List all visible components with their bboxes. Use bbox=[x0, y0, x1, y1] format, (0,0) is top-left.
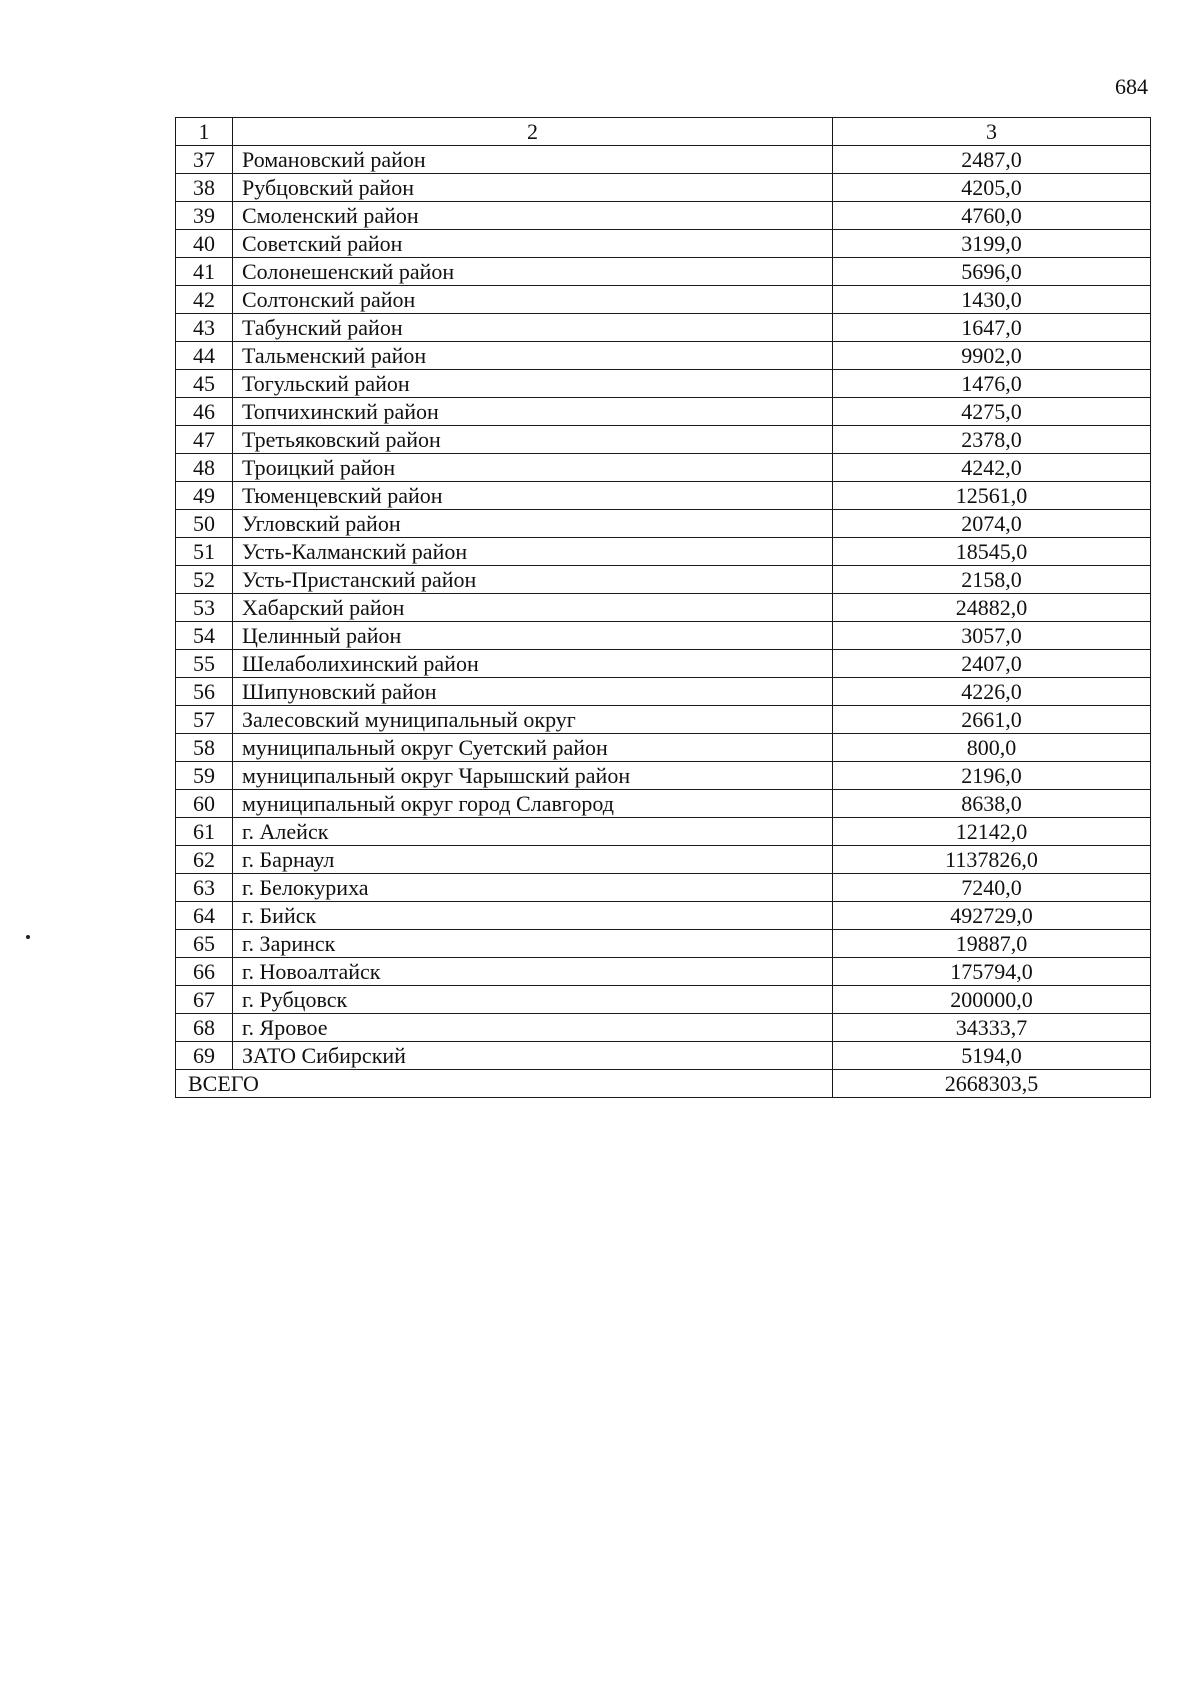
row-number: 54 bbox=[176, 622, 233, 650]
amount-value: 2158,0 bbox=[833, 566, 1151, 594]
row-number: 63 bbox=[176, 874, 233, 902]
row-number: 66 bbox=[176, 958, 233, 986]
amount-value: 5194,0 bbox=[833, 1042, 1151, 1070]
amount-value: 34333,7 bbox=[833, 1014, 1151, 1042]
table-row bbox=[176, 958, 1151, 986]
municipality-name: г. Яровое bbox=[233, 1014, 833, 1042]
amount-value: 9902,0 bbox=[833, 342, 1151, 370]
amount-value: 2196,0 bbox=[833, 762, 1151, 790]
row-number: 43 bbox=[176, 314, 233, 342]
municipality-name: Советский район bbox=[233, 230, 833, 258]
amount-value: 4226,0 bbox=[833, 678, 1151, 706]
table-row bbox=[176, 398, 1151, 426]
table-row bbox=[176, 818, 1151, 846]
table-row bbox=[176, 510, 1151, 538]
municipality-name: г. Рубцовск bbox=[233, 986, 833, 1014]
row-number: 57 bbox=[176, 706, 233, 734]
table-row bbox=[176, 622, 1151, 650]
table-row bbox=[176, 286, 1151, 314]
amount-value: 8638,0 bbox=[833, 790, 1151, 818]
row-number: 44 bbox=[176, 342, 233, 370]
row-number: 37 bbox=[176, 146, 233, 174]
municipality-name: Усть-Калманский район bbox=[233, 538, 833, 566]
table-header-row bbox=[176, 118, 1151, 146]
table-row bbox=[176, 706, 1151, 734]
municipality-name: Солтонский район bbox=[233, 286, 833, 314]
total-value: 2668303,5 bbox=[833, 1070, 1151, 1098]
row-number: 60 bbox=[176, 790, 233, 818]
municipality-name: г. Барнаул bbox=[233, 846, 833, 874]
page-number: 684 bbox=[1115, 74, 1148, 99]
row-number: 38 bbox=[176, 174, 233, 202]
municipality-name: Тальменский район bbox=[233, 342, 833, 370]
table-row bbox=[176, 370, 1151, 398]
amount-value: 2407,0 bbox=[833, 650, 1151, 678]
municipality-name: Тюменцевский район bbox=[233, 482, 833, 510]
amount-value: 12561,0 bbox=[833, 482, 1151, 510]
row-number: 39 bbox=[176, 202, 233, 230]
amount-value: 3199,0 bbox=[833, 230, 1151, 258]
amount-value: 2661,0 bbox=[833, 706, 1151, 734]
row-number: 69 bbox=[176, 1042, 233, 1070]
total-label: ВСЕГО bbox=[176, 1070, 833, 1098]
row-number: 64 bbox=[176, 902, 233, 930]
municipality-name: Хабарский район bbox=[233, 594, 833, 622]
table-row bbox=[176, 258, 1151, 286]
table-row bbox=[176, 174, 1151, 202]
row-number: 53 bbox=[176, 594, 233, 622]
total-row bbox=[176, 1070, 1151, 1098]
table-row bbox=[176, 734, 1151, 762]
table-row bbox=[176, 1014, 1151, 1042]
table-row bbox=[176, 202, 1151, 230]
row-number: 61 bbox=[176, 818, 233, 846]
municipality-name: ЗАТО Сибирский bbox=[233, 1042, 833, 1070]
table-row bbox=[176, 594, 1151, 622]
amount-value: 1476,0 bbox=[833, 370, 1151, 398]
amount-value: 492729,0 bbox=[833, 902, 1151, 930]
municipality-name: Солонешенский район bbox=[233, 258, 833, 286]
amount-value: 24882,0 bbox=[833, 594, 1151, 622]
municipality-name: г. Заринск bbox=[233, 930, 833, 958]
table-row bbox=[176, 874, 1151, 902]
row-number: 48 bbox=[176, 454, 233, 482]
amount-value: 4242,0 bbox=[833, 454, 1151, 482]
municipality-name: муниципальный округ Суетский район bbox=[233, 734, 833, 762]
table-row bbox=[176, 482, 1151, 510]
table-row bbox=[176, 426, 1151, 454]
table-row bbox=[176, 566, 1151, 594]
municipality-name: г. Бийск bbox=[233, 902, 833, 930]
header-col-3: 3 bbox=[833, 118, 1151, 146]
municipality-name: Шипуновский район bbox=[233, 678, 833, 706]
municipality-name: Рубцовский район bbox=[233, 174, 833, 202]
municipality-name: г. Алейск bbox=[233, 818, 833, 846]
row-number: 67 bbox=[176, 986, 233, 1014]
amount-value: 7240,0 bbox=[833, 874, 1151, 902]
municipality-name: Усть-Пристанский район bbox=[233, 566, 833, 594]
amount-value: 2378,0 bbox=[833, 426, 1151, 454]
amount-value: 12142,0 bbox=[833, 818, 1151, 846]
municipality-name: Тогульский район bbox=[233, 370, 833, 398]
scan-speck bbox=[26, 935, 30, 939]
amount-value: 800,0 bbox=[833, 734, 1151, 762]
amount-value: 2074,0 bbox=[833, 510, 1151, 538]
table-row bbox=[176, 902, 1151, 930]
municipality-name: Шелаболихинский район bbox=[233, 650, 833, 678]
allocation-table bbox=[175, 117, 1151, 1098]
amount-value: 4205,0 bbox=[833, 174, 1151, 202]
amount-value: 4275,0 bbox=[833, 398, 1151, 426]
table-row bbox=[176, 454, 1151, 482]
row-number: 41 bbox=[176, 258, 233, 286]
table-body bbox=[176, 118, 1151, 1098]
municipality-name: муниципальный округ Чарышский район bbox=[233, 762, 833, 790]
municipality-name: Целинный район bbox=[233, 622, 833, 650]
table-row bbox=[176, 790, 1151, 818]
table-row bbox=[176, 846, 1151, 874]
header-col-1: 1 bbox=[176, 118, 233, 146]
municipality-name: Залесовский муниципальный округ bbox=[233, 706, 833, 734]
table-row bbox=[176, 230, 1151, 258]
municipality-name: г. Белокуриха bbox=[233, 874, 833, 902]
row-number: 51 bbox=[176, 538, 233, 566]
municipality-name: Троицкий район bbox=[233, 454, 833, 482]
amount-value: 175794,0 bbox=[833, 958, 1151, 986]
table-row bbox=[176, 1042, 1151, 1070]
row-number: 49 bbox=[176, 482, 233, 510]
municipality-name: Третьяковский район bbox=[233, 426, 833, 454]
table-row bbox=[176, 986, 1151, 1014]
amount-value: 4760,0 bbox=[833, 202, 1151, 230]
table-row bbox=[176, 314, 1151, 342]
table-row bbox=[176, 146, 1151, 174]
amount-value: 19887,0 bbox=[833, 930, 1151, 958]
header-col-2: 2 bbox=[233, 118, 833, 146]
amount-value: 1137826,0 bbox=[833, 846, 1151, 874]
row-number: 62 bbox=[176, 846, 233, 874]
row-number: 50 bbox=[176, 510, 233, 538]
amount-value: 2487,0 bbox=[833, 146, 1151, 174]
row-number: 55 bbox=[176, 650, 233, 678]
table-row bbox=[176, 762, 1151, 790]
row-number: 65 bbox=[176, 930, 233, 958]
municipality-name: Угловский район bbox=[233, 510, 833, 538]
table-row bbox=[176, 650, 1151, 678]
table-row bbox=[176, 538, 1151, 566]
municipality-name: Смоленский район bbox=[233, 202, 833, 230]
row-number: 40 bbox=[176, 230, 233, 258]
table-row bbox=[176, 678, 1151, 706]
row-number: 42 bbox=[176, 286, 233, 314]
row-number: 52 bbox=[176, 566, 233, 594]
row-number: 56 bbox=[176, 678, 233, 706]
table-row bbox=[176, 930, 1151, 958]
row-number: 68 bbox=[176, 1014, 233, 1042]
amount-value: 200000,0 bbox=[833, 986, 1151, 1014]
municipality-name: муниципальный округ город Славгород bbox=[233, 790, 833, 818]
row-number: 59 bbox=[176, 762, 233, 790]
amount-value: 3057,0 bbox=[833, 622, 1151, 650]
amount-value: 1647,0 bbox=[833, 314, 1151, 342]
amount-value: 1430,0 bbox=[833, 286, 1151, 314]
municipality-name: Топчихинский район bbox=[233, 398, 833, 426]
row-number: 47 bbox=[176, 426, 233, 454]
municipality-name: Романовский район bbox=[233, 146, 833, 174]
row-number: 45 bbox=[176, 370, 233, 398]
municipality-name: г. Новоалтайск bbox=[233, 958, 833, 986]
row-number: 46 bbox=[176, 398, 233, 426]
municipality-name: Табунский район bbox=[233, 314, 833, 342]
amount-value: 18545,0 bbox=[833, 538, 1151, 566]
table-row bbox=[176, 342, 1151, 370]
amount-value: 5696,0 bbox=[833, 258, 1151, 286]
row-number: 58 bbox=[176, 734, 233, 762]
